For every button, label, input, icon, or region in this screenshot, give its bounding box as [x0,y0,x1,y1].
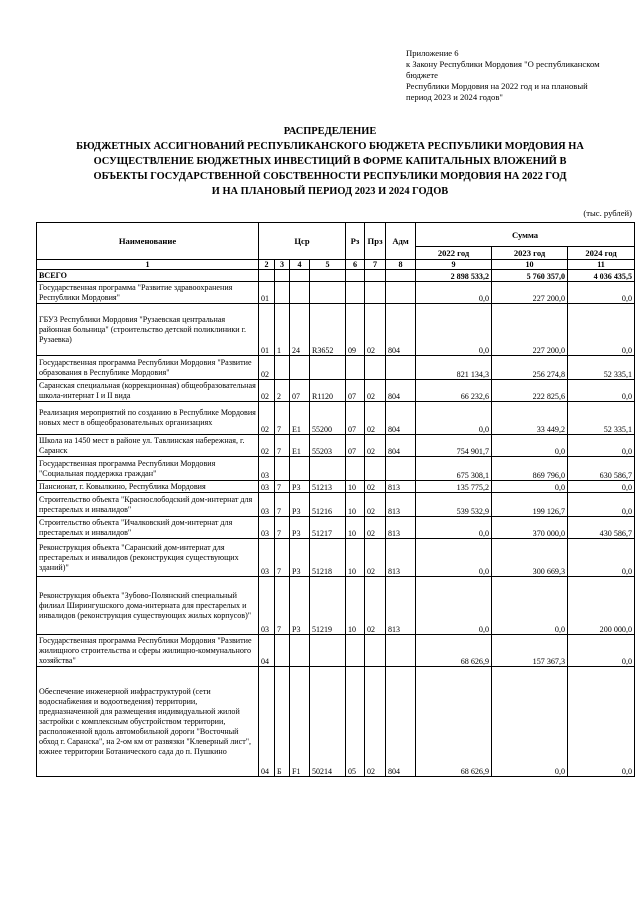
csr-program: 02 [259,380,275,402]
section-code: 10 [346,481,365,493]
csr-direction [290,356,310,380]
row-name: Реконструкция объекта "Зубово-Полянский специальный филиал Ширингушского дома-интерната для престарелых и инвалидов (реконструкция существующих жилых корпусов)" [37,577,259,635]
header-year-2022: 2022 год [416,247,492,260]
subsection-code: 02 [365,435,386,457]
appendix-line: Республики Мордовия на 2022 год и на плановый [406,81,588,91]
csr-program: 04 [259,635,275,667]
row-name: ВСЕГО [37,270,259,282]
header-adm: Адм [386,223,416,260]
table-row [37,356,635,380]
admin-code: 813 [386,577,416,635]
csr-program: 03 [259,539,275,577]
amount-2023: 0,0 [492,667,568,777]
csr-program: 03 [259,517,275,539]
header-year-2023: 2023 год [492,247,568,260]
csr-program: 03 [259,457,275,481]
amount-2023: 256 274,8 [492,356,568,380]
amount-2024: 430 586,7 [568,517,635,539]
amount-2022: 821 134,3 [416,356,492,380]
col-index: 4 [290,260,310,270]
csr-program: 01 [259,282,275,304]
amount-2024: 0,0 [568,435,635,457]
amount-2023: 227 200,0 [492,282,568,304]
header-name: Наименование [37,223,259,260]
admin-code [386,356,416,380]
table-row [37,304,635,356]
title-line: БЮДЖЕТНЫХ АССИГНОВАНИЙ РЕСПУБЛИКАНСКОГО БЮДЖЕТА РЕСПУБЛИКИ МОРДОВИЯ НА [76,141,584,152]
admin-code [386,282,416,304]
col-index: 10 [492,260,568,270]
table-row [37,457,635,481]
amount-2023: 0,0 [492,435,568,457]
table-row [37,493,635,517]
csr-direction: P3 [290,539,310,577]
table-row [37,282,635,304]
csr-program: 04 [259,667,275,777]
total-row [37,270,635,282]
amount-2024: 200 000,0 [568,577,635,635]
csr-code: 51219 [310,577,346,635]
amount-2022: 68 626,9 [416,635,492,667]
row-name: Школа на 1450 мест в районе ул. Тавлинская набережная, г. Саранск [37,435,259,457]
table-row [37,577,635,635]
col-index: 1 [37,260,259,270]
csr-direction: P3 [290,481,310,493]
row-name: Государственная программа Республики Мордовия "Развитие образования в Республике Мордовия" [37,356,259,380]
section-code: 10 [346,493,365,517]
admin-code: 813 [386,517,416,539]
csr-code [310,282,346,304]
units-label: (тыс. рублей) [583,208,632,218]
admin-code: 813 [386,481,416,493]
amount-2023: 869 796,0 [492,457,568,481]
col-index: 9 [416,260,492,270]
csr-code: 55203 [310,435,346,457]
appropriations-table [36,222,635,777]
csr-direction: P3 [290,493,310,517]
section-code [346,356,365,380]
subsection-code [365,282,386,304]
admin-code [386,270,416,282]
section-code [346,635,365,667]
section-code: 05 [346,667,365,777]
admin-code [386,635,416,667]
amount-2022: 754 901,7 [416,435,492,457]
section-code [346,457,365,481]
csr-program: 02 [259,435,275,457]
amount-2024: 0,0 [568,380,635,402]
csr-program: 01 [259,304,275,356]
header-csr: Цср [259,223,346,260]
row-name: ГБУЗ Республики Мордовия "Рузаевская центральная районная больница" (строительство детской поликлиники г. Рузаевка) [37,304,259,356]
csr-program: 03 [259,577,275,635]
appendix-line: бюджете [406,70,438,80]
subsection-code: 02 [365,481,386,493]
title-line: ОСУЩЕСТВЛЕНИЕ БЮДЖЕТНЫХ ИНВЕСТИЦИЙ В ФОРМЕ КАПИТАЛЬНЫХ ВЛОЖЕНИЙ В [93,156,567,167]
table-row [37,517,635,539]
subsection-code: 02 [365,517,386,539]
csr-program: 02 [259,356,275,380]
csr-direction: 07 [290,380,310,402]
appendix-line: Приложение 6 [406,48,459,58]
csr-subprogram: 7 [275,402,290,435]
csr-direction: P3 [290,577,310,635]
csr-direction: E1 [290,435,310,457]
csr-subprogram: Б [275,667,290,777]
admin-code: 813 [386,539,416,577]
col-index: 3 [275,260,290,270]
csr-direction [290,635,310,667]
csr-code [310,270,346,282]
row-name: Строительство объекта "Краснослободский дом-интернат для престарелых и инвалидов" [37,493,259,517]
section-code [346,270,365,282]
amount-2023: 157 367,3 [492,635,568,667]
appendix-line: период 2023 и 2024 годов" [406,92,503,102]
table-row [37,481,635,493]
csr-subprogram: 2 [275,380,290,402]
amount-2022: 0,0 [416,282,492,304]
admin-code: 804 [386,304,416,356]
row-name: Пансионат, г. Ковылкино, Республика Мордовия [37,481,259,493]
section-code: 10 [346,577,365,635]
amount-2022: 0,0 [416,304,492,356]
amount-2023: 5 760 357,0 [492,270,568,282]
subsection-code [365,270,386,282]
row-name: Государственная программа Республики Мордовия "Развитие жилищного строительства и сферы жилищно-коммунального хозяйства" [37,635,259,667]
title-line: И НА ПЛАНОВЫЙ ПЕРИОД 2023 И 2024 ГОДОВ [211,186,449,197]
row-name: Саранская специальная (коррекционная) общеобразовательная школа-интернат I и II вида [37,380,259,402]
amount-2022: 539 532,9 [416,493,492,517]
col-index: 6 [346,260,365,270]
amount-2023: 33 449,2 [492,402,568,435]
section-code: 09 [346,304,365,356]
header-rz: Рз [346,223,365,260]
col-index: 8 [386,260,416,270]
amount-2024: 0,0 [568,539,635,577]
amount-2024: 52 335,1 [568,356,635,380]
title-line: РАСПРЕДЕЛЕНИЕ [283,126,377,137]
amount-2022: 0,0 [416,517,492,539]
section-code: 07 [346,435,365,457]
csr-direction [290,282,310,304]
csr-code: 55200 [310,402,346,435]
csr-direction: E1 [290,402,310,435]
amount-2022: 0,0 [416,402,492,435]
csr-subprogram: 1 [275,304,290,356]
csr-subprogram: 7 [275,435,290,457]
amount-2024: 0,0 [568,493,635,517]
amount-2022: 135 775,2 [416,481,492,493]
admin-code: 804 [386,402,416,435]
csr-program: 03 [259,481,275,493]
amount-2024: 52 335,1 [568,402,635,435]
amount-2023: 0,0 [492,577,568,635]
section-code: 10 [346,539,365,577]
amount-2023: 370 000,0 [492,517,568,539]
admin-code: 813 [386,493,416,517]
csr-code: 51217 [310,517,346,539]
amount-2023: 227 200,0 [492,304,568,356]
section-code: 07 [346,380,365,402]
row-name: Обеспечение инженерной инфраструктурой (сети водоснабжения и водоотведения) территории, предназначенной для размещения индивидуальной жилой застройки с комплексным обустройством территории, расположенной вдоль автомобильной дороги "Восточный обход г. Саранска", на 2-ом км от развязки "Клеверный лист", южнее территории Ботанического сада до п. Пушкино [37,667,259,777]
subsection-code [365,457,386,481]
csr-program [259,270,275,282]
amount-2022: 2 898 533,2 [416,270,492,282]
csr-direction: 24 [290,304,310,356]
row-name: Реализация мероприятий по созданию в Республике Мордовия новых мест в общеобразовательных организациях [37,402,259,435]
csr-code: 51213 [310,481,346,493]
column-index-row [37,260,635,270]
amount-2022: 68 626,9 [416,667,492,777]
admin-code: 804 [386,380,416,402]
subsection-code: 02 [365,493,386,517]
amount-2024: 0,0 [568,667,635,777]
admin-code [386,457,416,481]
admin-code: 804 [386,667,416,777]
amount-2022: 675 308,1 [416,457,492,481]
csr-program: 03 [259,493,275,517]
amount-2024: 0,0 [568,304,635,356]
appendix-line: к Закону Республики Мордовия "О республиканском [406,59,600,69]
subsection-code: 02 [365,667,386,777]
csr-direction: F1 [290,667,310,777]
row-name: Реконструкция объекта "Саранский дом-интернат для престарелых и инвалидов (реконструкция существующих зданий)" [37,539,259,577]
csr-code [310,457,346,481]
header-sum: Сумма [416,223,635,247]
csr-code [310,635,346,667]
subsection-code: 02 [365,380,386,402]
table-row [37,435,635,457]
csr-direction [290,270,310,282]
col-index: 7 [365,260,386,270]
header-prz: Прз [365,223,386,260]
row-name: Государственная программа Республики Мордовия "Социальная поддержка граждан" [37,457,259,481]
subsection-code: 02 [365,539,386,577]
csr-subprogram [275,356,290,380]
amount-2022: 66 232,6 [416,380,492,402]
csr-direction: P3 [290,517,310,539]
col-index: 5 [310,260,346,270]
csr-subprogram [275,270,290,282]
table-row [37,635,635,667]
col-index: 2 [259,260,275,270]
csr-code: R3652 [310,304,346,356]
section-code: 07 [346,402,365,435]
amount-2024: 0,0 [568,481,635,493]
csr-subprogram: 7 [275,577,290,635]
csr-subprogram: 7 [275,493,290,517]
csr-program: 02 [259,402,275,435]
section-code [346,282,365,304]
amount-2022: 0,0 [416,539,492,577]
csr-subprogram [275,282,290,304]
amount-2024: 630 586,7 [568,457,635,481]
amount-2022: 0,0 [416,577,492,635]
amount-2024: 0,0 [568,635,635,667]
amount-2023: 0,0 [492,481,568,493]
title-line: ОБЪЕКТЫ ГОСУДАРСТВЕННОЙ СОБСТВЕННОСТИ РЕСПУБЛИКИ МОРДОВИЯ НА 2022 ГОД [93,171,567,182]
row-name: Строительство объекта "Ичалковский дом-интернат для престарелых и инвалидов" [37,517,259,539]
amount-2023: 300 669,3 [492,539,568,577]
csr-subprogram: 7 [275,481,290,493]
table-row [37,667,635,777]
row-name: Государственная программа "Развитие здравоохранения Республики Мордовия" [37,282,259,304]
csr-subprogram: 7 [275,539,290,577]
csr-code: 51218 [310,539,346,577]
section-code: 10 [346,517,365,539]
csr-code: R1120 [310,380,346,402]
csr-subprogram [275,457,290,481]
csr-subprogram: 7 [275,517,290,539]
csr-code: 51216 [310,493,346,517]
subsection-code: 02 [365,577,386,635]
csr-direction [290,457,310,481]
csr-code [310,356,346,380]
csr-code: 50214 [310,667,346,777]
amount-2024: 4 036 435,5 [568,270,635,282]
subsection-code: 02 [365,402,386,435]
table-row [37,402,635,435]
amount-2023: 199 126,7 [492,493,568,517]
amount-2024: 0,0 [568,282,635,304]
csr-subprogram [275,635,290,667]
header-year-2024: 2024 год [568,247,635,260]
table-row [37,380,635,402]
appendix-header [406,48,634,103]
document-title [20,124,640,199]
amount-2023: 222 825,6 [492,380,568,402]
col-index: 11 [568,260,635,270]
table-row [37,539,635,577]
admin-code: 804 [386,435,416,457]
subsection-code [365,356,386,380]
subsection-code [365,635,386,667]
subsection-code: 02 [365,304,386,356]
